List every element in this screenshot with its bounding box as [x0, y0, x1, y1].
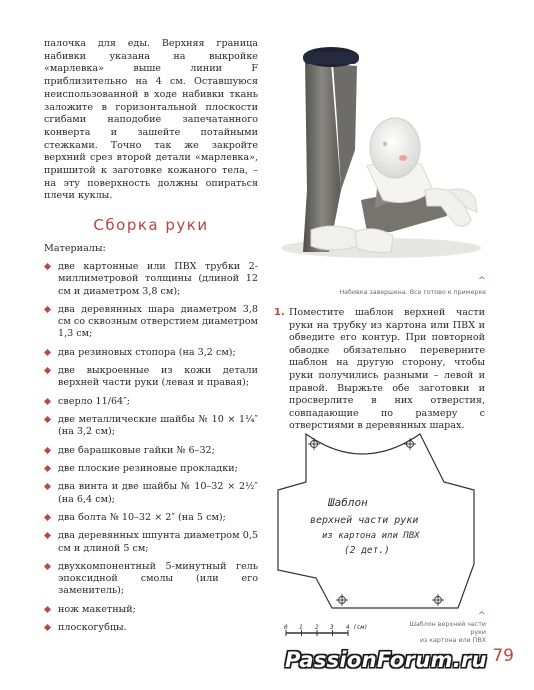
- diamond-bullet-icon: [44, 416, 51, 423]
- list-item: сверло 11/64″;: [44, 396, 258, 408]
- ruler-tick-label: 2: [315, 624, 319, 631]
- step-number: 1.: [274, 307, 285, 318]
- diamond-bullet-icon: [44, 367, 51, 374]
- diamond-bullet-icon: [44, 306, 51, 313]
- pattern-caption: Шаблон верхней части руки из картона или ПВХ: [409, 621, 486, 644]
- step-1: [274, 307, 485, 433]
- list-item: плоскогубцы.: [44, 622, 258, 634]
- diamond-bullet-icon: [44, 263, 51, 270]
- pattern-label-line-3: из картона или ПВХ: [322, 531, 420, 541]
- caret-up-icon: ^: [478, 276, 486, 286]
- pattern-label-line-2: верхней части руки: [310, 515, 419, 526]
- ruler-tick-label: 0: [284, 624, 288, 631]
- left-column: [44, 38, 258, 641]
- diamond-bullet-icon: [44, 624, 51, 631]
- diamond-bullet-icon: [44, 483, 51, 490]
- list-item: две барашковые гайки № 6–32;: [44, 445, 258, 457]
- ruler-tick-label: 1: [299, 624, 303, 631]
- page-number: 79: [492, 646, 514, 666]
- list-item: две картонные или ПВХ трубки 2-миллиметровой толщины (длиной 12 см и диаметром 3,8 см);: [44, 261, 258, 298]
- list-item: двухкомпонентный 5-минутный гель эпоксидной смолы (или его заменитель);: [44, 561, 258, 598]
- photo-caption: Набивка завершена. Все готово к примерке: [339, 289, 486, 296]
- list-item: два деревянных шара диаметром 3,8 см со сквозным отверстием диаметром 1,3 см;: [44, 304, 258, 341]
- diamond-bullet-icon: [44, 398, 51, 405]
- list-item: два винта и две шайбы № 10–32 × 2½″ (на 6,4 см);: [44, 481, 258, 505]
- step-text: Поместите шаблон верхней части руки на трубку из картона или ПВХ и обведите его контур. При повторной обводке обязательно переверните шаблон на другую сторону, чтобы руки получились разными – левой и правой. Выржьте обе заготовки и просверлите в них отверстия, совпадающие по размеру с отверстиями в деревянных шарах.: [289, 307, 485, 432]
- diamond-bullet-icon: [44, 606, 51, 613]
- list-item: нож макетный;: [44, 604, 258, 616]
- materials-list: [44, 261, 258, 634]
- caret-up-icon: ^: [478, 611, 486, 621]
- intro-paragraph: палочка для еды. Верхняя граница набивки указана на выкройке «марлевка» выше линии F приблизительно на 4 см. Оставшуюся неиспользованной в ходе набивки ткань заложите в горизонтальной плоскости сгибами наподобие запечатанного конверта и зашейте потайными стежками. Точно так же закройте верхний срез второй детали «марлевка», пришитой к заготовке кожаного тела, – на эту поверхность должны опираться плечи куклы.: [44, 38, 258, 202]
- list-item: два деревянных шпунта диаметром 0,5 см и длиной 5 см;: [44, 530, 258, 554]
- doll-photo: [271, 40, 485, 262]
- list-item: два болта № 10–32 × 2″ (на 5 см);: [44, 512, 258, 524]
- diamond-bullet-icon: [44, 514, 51, 521]
- list-item: две металлические шайбы № 10 × 1¼″ (на 3,2 см);: [44, 414, 258, 438]
- diamond-bullet-icon: [44, 447, 51, 454]
- materials-label: Материалы:: [44, 243, 106, 255]
- scale-ruler: [282, 622, 402, 638]
- list-item: две выкроенные из кожи детали верхней части руки (левая и правая);: [44, 365, 258, 389]
- watermark: PassionForum.ru: [285, 648, 487, 672]
- list-item: два резиновых стопора (на 3,2 см);: [44, 347, 258, 359]
- diamond-bullet-icon: [44, 532, 51, 539]
- diamond-bullet-icon: [44, 465, 51, 472]
- diamond-bullet-icon: [44, 563, 51, 570]
- ruler-tick-label: 4 (см): [346, 624, 368, 631]
- pattern-label-line-4: (2 дет.): [344, 545, 390, 556]
- pattern-label-line-1: Шаблон: [328, 496, 368, 509]
- diamond-bullet-icon: [44, 349, 51, 356]
- pattern-drawing: [272, 420, 486, 620]
- list-item: две плоские резиновые прокладки;: [44, 463, 258, 475]
- section-title: Сборка руки: [93, 216, 209, 235]
- ruler-tick-label: 3: [330, 624, 334, 631]
